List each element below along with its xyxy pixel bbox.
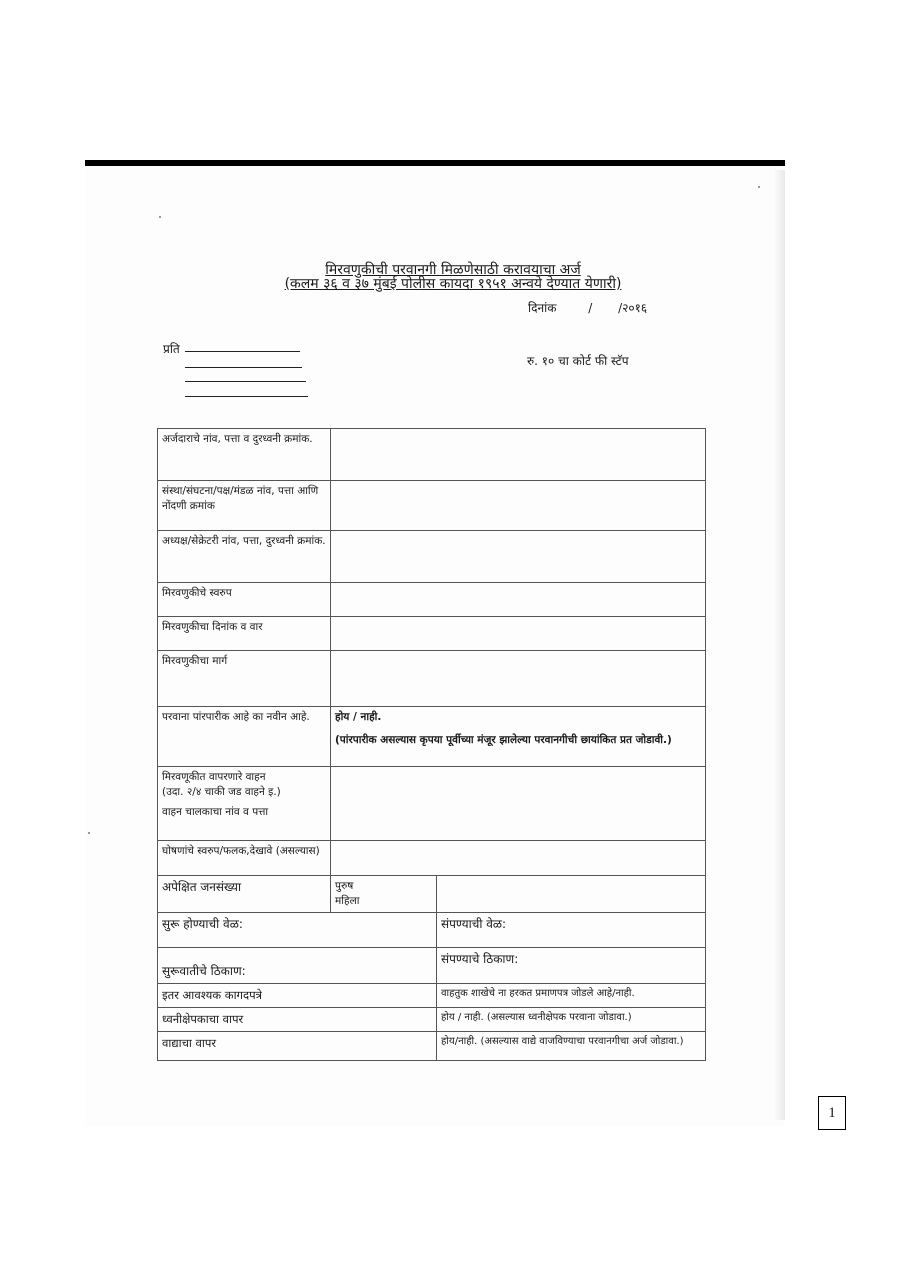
vehicle-label-line1: मिरवणूकीत वापरणारे वाहन	[162, 771, 266, 783]
form-row	[158, 651, 706, 707]
date-value: / /२०१६	[588, 301, 648, 315]
permit-note: (पांरपारीक असल्यास कृपया पूर्वीच्या मंजूर झालेल्या परवानगीची छायांकित प्रत जोडावी.)	[335, 734, 672, 747]
form-row	[158, 1008, 706, 1032]
documents-label: इतर आवश्यक कागदपत्रे	[158, 984, 437, 1008]
organization-label: संस्था/संघटना/पक्ष/मंडळ नांव, पत्ता आणि नोंदणी क्रमांक	[158, 481, 331, 531]
nature-field[interactable]	[331, 583, 706, 617]
male-label: पुरुष	[335, 880, 354, 892]
date-day-field[interactable]	[331, 617, 706, 651]
to-label: प्रति	[163, 342, 180, 356]
route-field[interactable]	[331, 651, 706, 707]
instruments-label: वाद्याचा वापर	[158, 1031, 437, 1060]
address-line-2	[185, 367, 302, 368]
scan-speck	[88, 832, 90, 834]
court-fee-stamp-note: रु. १० चा कोर्ट फी स्टॅप	[527, 354, 629, 368]
address-line-4	[185, 396, 308, 397]
form-subtitle	[0, 274, 906, 293]
date-label: दिनांक	[528, 301, 557, 315]
form-row	[158, 481, 706, 531]
form-row	[158, 984, 706, 1008]
start-place-label: सुरूवातीचे ठिकाण:	[158, 948, 437, 984]
permit-label: परवाना पांरपारीक आहे का नवीन आहे.	[158, 707, 331, 767]
crowd-field[interactable]	[437, 876, 706, 913]
form-row	[158, 841, 706, 876]
end-place-label: संपण्याचे ठिकाण:	[437, 948, 706, 984]
slogans-field[interactable]	[331, 841, 706, 876]
form-row	[158, 948, 706, 984]
documents-answer: वाहतुक शाखेचे ना हरकत प्रमाणपत्र जोडले आहे/नाही.	[437, 984, 706, 1008]
form-subtitle-text: (कलम ३६ व ३७ मुंबई पोलीस कायदा १९५१ अन्वये देण्यात येणारी)	[284, 276, 622, 292]
form-row	[158, 1031, 706, 1060]
form-title-text: मिरवणुकीची परवानगी मिळणेसाठी करावयाचा अर्ज	[325, 262, 581, 278]
permit-yes-no: होय / नाही.	[335, 711, 382, 723]
vehicle-field[interactable]	[331, 767, 706, 841]
permit-answer[interactable]	[331, 707, 706, 767]
date-day-label: मिरवणुकीचा दिनांक व वार	[158, 617, 331, 651]
form-row	[158, 617, 706, 651]
vehicle-label-line3: वाहन चालकाचा नांव व पत्ता	[162, 806, 269, 819]
form-row	[158, 583, 706, 617]
nature-label: मिरवणुकीचे स्वरुप	[158, 583, 331, 617]
organization-field[interactable]	[331, 481, 706, 531]
slogans-label: घोषणांचे स्वरुप/फलक,देखावे (असल्यास)	[158, 841, 331, 876]
start-time-label: सुरू होण्याची वेळ:	[158, 913, 437, 948]
scan-speck	[159, 216, 161, 218]
scan-speck	[758, 186, 760, 188]
end-time-label: संपण्याची वेळ:	[437, 913, 706, 948]
president-field[interactable]	[331, 531, 706, 583]
address-line-3	[185, 381, 306, 382]
form-row	[158, 707, 706, 767]
loudspeaker-label: ध्वनीक्षेपकाचा वापर	[158, 1008, 437, 1032]
form-row	[158, 913, 706, 948]
application-form-table	[157, 428, 706, 1061]
form-row	[158, 767, 706, 841]
form-row	[158, 429, 706, 481]
crowd-label: अपेक्षित जनसंख्या	[158, 876, 331, 913]
applicant-field[interactable]	[331, 429, 706, 481]
president-label: अध्यक्ष/सेक्रेटरी नांव, पत्ता, दुरध्वनी क्रमांक.	[158, 531, 331, 583]
crowd-gender	[331, 876, 437, 913]
address-line-1	[185, 351, 300, 352]
form-row	[158, 876, 706, 913]
route-label: मिरवणुकीचा मार्ग	[158, 651, 331, 707]
scan-edge-shadow	[775, 170, 785, 1120]
instruments-answer: होय/नाही. (असल्यास वाद्ये वाजविण्याचा परवानगीचा अर्ज जोडावा.)	[437, 1031, 706, 1060]
form-row	[158, 531, 706, 583]
vehicle-label	[158, 767, 331, 841]
page-number: 1	[818, 1096, 846, 1130]
applicant-label: अर्जदाराचे नांव, पत्ता व दुरध्वनी क्रमांक.	[158, 429, 331, 481]
loudspeaker-answer: होय / नाही. (असल्यास ध्वनीक्षेपक परवाना जोडावा.)	[437, 1008, 706, 1032]
vehicle-label-line2: (उदा. २/४ चाकी जड वाहने इ.)	[162, 786, 281, 799]
female-label: महिला	[335, 895, 360, 908]
date-field	[528, 299, 647, 316]
